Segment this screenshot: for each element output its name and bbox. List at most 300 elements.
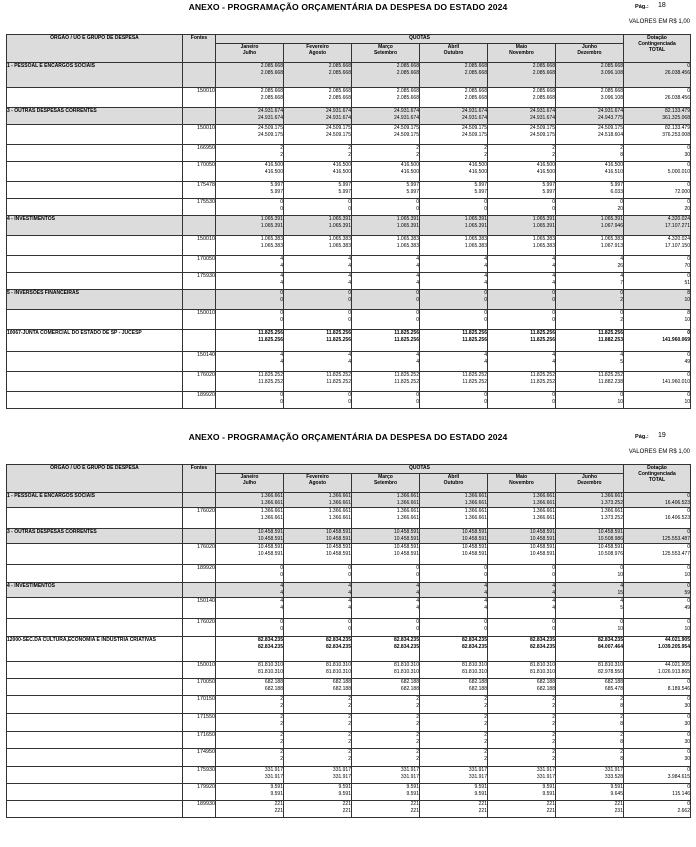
- quota-cell: [556, 256, 624, 273]
- value-first-half: 0: [687, 544, 690, 550]
- value-first-half: 0: [280, 290, 283, 296]
- value-second-half: 9.591: [270, 790, 283, 797]
- value-first-half: 221: [614, 801, 623, 807]
- fonte-row: [7, 598, 691, 619]
- quota-cell: [284, 330, 352, 352]
- org-label: 3 - OUTRAS DESPESAS CORRENTES: [7, 108, 183, 125]
- quota-cell: [488, 199, 556, 216]
- value-second-half: 2.085.668: [260, 69, 283, 76]
- fonte-code: 175530: [183, 199, 216, 216]
- quota-cell: [488, 125, 556, 145]
- value-first-half: 4.320.024: [667, 216, 690, 222]
- value-second-half: 26.038.456: [664, 69, 690, 76]
- quota-cell: [556, 598, 624, 619]
- value-first-half: 24.509.175: [325, 125, 351, 131]
- quota-cell: [352, 330, 420, 352]
- value-first-half: 0: [552, 619, 555, 625]
- fonte-code: [183, 290, 216, 310]
- org-label: [7, 145, 183, 162]
- value-first-half: 0: [687, 714, 690, 720]
- value-second-half: 376.253.008: [662, 131, 690, 138]
- value-first-half: 5.997: [338, 182, 351, 188]
- value-first-half: 82.834.235: [325, 637, 351, 643]
- value-first-half: 1.065.383: [396, 236, 419, 242]
- quota-cell: [352, 273, 420, 290]
- quota-cell: [284, 714, 352, 732]
- value-first-half: 10.458.591: [529, 544, 555, 550]
- org-label: [7, 125, 183, 145]
- quota-cell: [216, 767, 284, 784]
- value-second-half: 0: [348, 398, 351, 405]
- quota-cell: [488, 508, 556, 529]
- value-second-half: 10.458.591: [325, 550, 351, 557]
- quota-cell: [420, 679, 488, 696]
- value-second-half: 0: [416, 625, 419, 632]
- quota-cell: [556, 108, 624, 125]
- value-second-half: 0: [552, 205, 555, 212]
- value-first-half: 11.825.256: [530, 330, 555, 336]
- value-first-half: 9.591: [270, 784, 283, 790]
- budget-table: [6, 464, 691, 818]
- value-first-half: 2.085.668: [328, 88, 351, 94]
- value-second-half: 2.085.668: [464, 69, 487, 76]
- value-second-half: 2: [484, 151, 487, 158]
- value-second-half: 221: [274, 807, 283, 814]
- value-second-half: 331.917: [332, 773, 351, 780]
- value-second-half: 416.500: [536, 168, 555, 175]
- value-first-half: 0: [348, 565, 351, 571]
- value-first-half: 10.458.591: [257, 529, 283, 535]
- fonte-code: 171650: [183, 732, 216, 749]
- value-first-half: 24.509.175: [393, 125, 419, 131]
- fonte-code: 171550: [183, 714, 216, 732]
- quota-cell: [352, 767, 420, 784]
- value-first-half: 9.591: [338, 784, 351, 790]
- quota-cell: [284, 256, 352, 273]
- value-second-half: 221: [546, 807, 555, 814]
- value-second-half: 82.834.235: [393, 643, 419, 650]
- quota-cell: [284, 273, 352, 290]
- quota-cell: [556, 290, 624, 310]
- value-second-half: 2: [552, 720, 555, 727]
- value-second-half: 0: [416, 571, 419, 578]
- value-second-half: 1.026.913.865: [658, 668, 690, 675]
- value-second-half: 20: [617, 205, 623, 212]
- header-month: [284, 44, 352, 63]
- value-first-half: 10.458.591: [393, 544, 419, 550]
- header-month-name: Janeiro: [240, 474, 259, 480]
- fonte-code: 174950: [183, 749, 216, 767]
- value-first-half: 416.500: [536, 162, 555, 168]
- quota-cell: [284, 565, 352, 583]
- value-first-half: 10.458.591: [529, 529, 555, 535]
- quota-cell: [284, 544, 352, 565]
- value-first-half: 1.065.391: [600, 216, 623, 222]
- value-second-half: 0: [484, 398, 487, 405]
- value-second-half: 11.825.256: [326, 336, 351, 343]
- fonte-row: [7, 619, 691, 637]
- value-first-half: 9.591: [406, 784, 419, 790]
- value-first-half: 2.085.668: [396, 63, 419, 69]
- quota-cell: [556, 63, 624, 88]
- quota-cell: [284, 108, 352, 125]
- quota-cell: [488, 544, 556, 565]
- value-second-half: 141.960.069: [662, 336, 690, 343]
- value-second-half: 221: [478, 807, 487, 814]
- value-first-half: 4: [620, 583, 623, 589]
- value-second-half: 2.085.668: [328, 94, 351, 101]
- fonte-code: 150010: [183, 88, 216, 108]
- value-first-half: 24.931.674: [325, 108, 351, 114]
- value-second-half: 10.458.591: [461, 535, 487, 542]
- value-second-half: 4: [552, 358, 555, 365]
- quota-cell: [352, 493, 420, 508]
- value-first-half: 221: [342, 801, 351, 807]
- value-first-half: 81.810.310: [325, 662, 351, 668]
- header-month-name: Junho: [582, 474, 597, 480]
- org-label: [7, 236, 183, 256]
- value-second-half: 11.825.256: [530, 336, 555, 343]
- value-first-half: 0: [416, 199, 419, 205]
- quota-cell: [556, 125, 624, 145]
- value-first-half: 4: [484, 352, 487, 358]
- org-label: [7, 767, 183, 784]
- value-first-half: 0: [620, 619, 623, 625]
- value-second-half: 49: [684, 604, 690, 611]
- org-label: [7, 162, 183, 182]
- quota-cell: [488, 598, 556, 619]
- value-first-half: 2.085.668: [532, 63, 555, 69]
- value-first-half: 0: [620, 290, 623, 296]
- fonte-code: 170150: [183, 696, 216, 714]
- value-second-half: 0: [348, 625, 351, 632]
- value-second-half: 4: [552, 604, 555, 611]
- value-second-half: 24.509.175: [325, 131, 351, 138]
- value-second-half: 221: [342, 807, 351, 814]
- dotacao-cell: [624, 182, 691, 199]
- value-first-half: 82.834.235: [393, 637, 419, 643]
- value-second-half: 5.997: [474, 188, 487, 195]
- value-first-half: 81.810.310: [461, 662, 487, 668]
- value-first-half: 416.500: [604, 162, 623, 168]
- quota-cell: [420, 63, 488, 88]
- header-month: [420, 44, 488, 63]
- quota-cell: [556, 330, 624, 352]
- value-first-half: 11.825.256: [394, 330, 419, 336]
- value-second-half: 0: [552, 296, 555, 303]
- quota-cell: [556, 88, 624, 108]
- value-second-half: 331.917: [468, 773, 487, 780]
- quota-cell: [216, 662, 284, 679]
- value-first-half: 11.825.256: [258, 330, 283, 336]
- value-first-half: 24.931.674: [393, 108, 419, 114]
- fonte-row: [7, 256, 691, 273]
- org-label: [7, 565, 183, 583]
- value-first-half: 0: [552, 565, 555, 571]
- header-dotacao: [624, 465, 691, 493]
- fonte-row: [7, 767, 691, 784]
- quota-cell: [216, 290, 284, 310]
- value-first-half: 0: [348, 392, 351, 398]
- value-second-half: 16.406.523: [664, 514, 690, 521]
- value-second-half: 1.373.252: [600, 514, 623, 521]
- value-first-half: 331.917: [468, 767, 487, 773]
- fonte-row: [7, 236, 691, 256]
- quota-cell: [488, 714, 556, 732]
- value-first-half: 81.810.310: [257, 662, 283, 668]
- quota-cell: [420, 619, 488, 637]
- value-second-half: 0: [484, 296, 487, 303]
- value-second-half: 2: [348, 738, 351, 745]
- value-second-half: 1.065.383: [464, 242, 487, 249]
- quota-cell: [420, 637, 488, 662]
- value-first-half: 2: [416, 732, 419, 738]
- value-first-half: 0: [687, 88, 690, 94]
- value-second-half: 15: [617, 589, 623, 596]
- quota-cell: [216, 801, 284, 818]
- quota-cell: [284, 619, 352, 637]
- quota-cell: [488, 529, 556, 544]
- org-label: [7, 714, 183, 732]
- value-first-half: 10.458.591: [325, 529, 351, 535]
- org-label: 12000-SEC.DA CULTURA,ECONOMIA E INDÚSTRIA CRIATIVAS: [7, 637, 183, 662]
- value-first-half: 1.065.383: [328, 236, 351, 242]
- value-first-half: 4: [416, 583, 419, 589]
- value-first-half: 4: [416, 598, 419, 604]
- quota-cell: [420, 125, 488, 145]
- value-second-half: 81.810.310: [529, 668, 555, 675]
- quota-cell: [420, 290, 488, 310]
- value-second-half: 416.500: [332, 168, 351, 175]
- value-first-half: 1.366.661: [464, 493, 487, 499]
- value-second-half: 682.188: [264, 685, 283, 692]
- value-second-half: 682.188: [400, 685, 419, 692]
- header-month-name: Outubro: [443, 50, 464, 56]
- value-first-half: 2.085.668: [600, 63, 623, 69]
- value-second-half: 4: [484, 262, 487, 269]
- value-first-half: 0: [280, 392, 283, 398]
- quota-cell: [216, 352, 284, 372]
- dotacao-cell: [624, 767, 691, 784]
- fonte-row: [7, 696, 691, 714]
- value-second-half: 24.931.674: [393, 114, 419, 121]
- value-first-half: 4: [416, 352, 419, 358]
- quota-cell: [556, 162, 624, 182]
- quota-cell: [352, 784, 420, 801]
- value-first-half: 0: [416, 392, 419, 398]
- quota-cell: [216, 529, 284, 544]
- value-second-half: 4: [484, 604, 487, 611]
- quota-cell: [284, 145, 352, 162]
- fonte-row: [7, 508, 691, 529]
- value-first-half: 2.085.668: [600, 88, 623, 94]
- org-label: [7, 662, 183, 679]
- org-label: [7, 696, 183, 714]
- value-first-half: 2: [484, 749, 487, 755]
- budget-table: [6, 34, 691, 409]
- quota-cell: [420, 145, 488, 162]
- header-month-name: Abril: [447, 44, 460, 50]
- value-first-half: 4: [348, 352, 351, 358]
- quota-cell: [556, 662, 624, 679]
- value-first-half: 4: [348, 598, 351, 604]
- quota-cell: [420, 493, 488, 508]
- value-second-half: 30: [684, 720, 690, 727]
- entity-row: [7, 330, 691, 352]
- quota-cell: [420, 801, 488, 818]
- value-first-half: 0: [687, 162, 690, 168]
- quota-cell: [284, 696, 352, 714]
- value-first-half: 5.997: [406, 182, 419, 188]
- value-second-half: 4: [348, 279, 351, 286]
- value-first-half: 4: [348, 583, 351, 589]
- value-second-half: 10: [684, 296, 690, 303]
- value-second-half: 1.065.383: [396, 242, 419, 249]
- value-first-half: 9.591: [610, 784, 623, 790]
- quota-cell: [284, 493, 352, 508]
- quota-cell: [556, 392, 624, 409]
- value-second-half: 24.509.175: [257, 131, 283, 138]
- value-first-half: 5.997: [542, 182, 555, 188]
- quota-cell: [352, 216, 420, 236]
- value-second-half: 0: [280, 625, 283, 632]
- value-first-half: 331.917: [536, 767, 555, 773]
- quota-cell: [216, 696, 284, 714]
- value-first-half: 10.458.591: [597, 529, 623, 535]
- value-second-half: 9.591: [406, 790, 419, 797]
- value-first-half: 1.366.661: [260, 493, 283, 499]
- page-label: Pág.:: [635, 434, 649, 440]
- value-first-half: 0: [687, 273, 690, 279]
- value-first-half: 8: [687, 290, 690, 296]
- value-second-half: 333.528: [604, 773, 623, 780]
- value-first-half: 0: [687, 352, 690, 358]
- value-second-half: 24.931.674: [257, 114, 283, 121]
- value-first-half: 2: [620, 696, 623, 702]
- quota-cell: [488, 732, 556, 749]
- value-second-half: 1.067.946: [600, 222, 623, 229]
- header-org: ÓRGÃO / UO E GRUPO DE DESPESA: [7, 35, 183, 63]
- value-first-half: 0: [687, 392, 690, 398]
- value-first-half: 11.825.252: [326, 372, 351, 378]
- quota-cell: [420, 565, 488, 583]
- fonte-code: 150140: [183, 352, 216, 372]
- value-first-half: 0: [348, 619, 351, 625]
- org-label: [7, 273, 183, 290]
- value-first-half: 1.065.391: [532, 216, 555, 222]
- fonte-row: [7, 565, 691, 583]
- value-second-half: 2.085.668: [532, 69, 555, 76]
- quota-cell: [352, 679, 420, 696]
- quota-cell: [216, 182, 284, 199]
- value-first-half: 44.021.905: [664, 637, 690, 643]
- value-first-half: 2: [620, 714, 623, 720]
- value-first-half: 2: [348, 145, 351, 151]
- value-second-half: 2: [280, 702, 283, 709]
- value-first-half: 4: [552, 273, 555, 279]
- quota-cell: [556, 565, 624, 583]
- fonte-row: [7, 273, 691, 290]
- dotacao-cell: [624, 662, 691, 679]
- value-second-half: 4: [552, 262, 555, 269]
- value-second-half: 24.931.674: [325, 114, 351, 121]
- value-second-half: 1.366.661: [260, 514, 283, 521]
- value-second-half: 11.825.252: [462, 378, 487, 385]
- value-first-half: 9.591: [474, 784, 487, 790]
- quota-cell: [284, 598, 352, 619]
- value-second-half: 84.007.464: [597, 643, 623, 650]
- quota-cell: [488, 583, 556, 598]
- value-second-half: 10: [684, 398, 690, 405]
- value-second-half: 1.039.205.954: [658, 643, 690, 650]
- value-second-half: 1.065.391: [532, 222, 555, 229]
- value-second-half: 4: [416, 604, 419, 611]
- value-second-half: 2.085.668: [532, 94, 555, 101]
- value-second-half: 2: [620, 316, 623, 323]
- org-label: [7, 749, 183, 767]
- value-first-half: 0: [687, 256, 690, 262]
- value-first-half: 0: [280, 565, 283, 571]
- value-second-half: 0: [416, 398, 419, 405]
- value-first-half: 24.509.175: [461, 125, 487, 131]
- value-first-half: 1.065.383: [464, 236, 487, 242]
- value-first-half: 0: [416, 310, 419, 316]
- quota-cell: [488, 108, 556, 125]
- value-first-half: 2: [552, 145, 555, 151]
- value-first-half: 24.931.674: [461, 108, 487, 114]
- page-number: 19: [658, 432, 666, 439]
- org-label: 4 - INVESTIMENTOS: [7, 583, 183, 598]
- fonte-code: 189920: [183, 392, 216, 409]
- value-first-half: 11.825.252: [530, 372, 555, 378]
- value-second-half: 682.188: [332, 685, 351, 692]
- quota-cell: [420, 598, 488, 619]
- value-second-half: 0: [416, 296, 419, 303]
- value-first-half: 11.825.252: [598, 372, 623, 378]
- value-second-half: 10.458.591: [257, 550, 283, 557]
- value-second-half: 0: [348, 296, 351, 303]
- fonte-row: [7, 372, 691, 392]
- value-second-half: 0: [484, 625, 487, 632]
- value-first-half: 221: [274, 801, 283, 807]
- quota-cell: [556, 801, 624, 818]
- value-second-half: 331.917: [264, 773, 283, 780]
- value-first-half: 0: [687, 199, 690, 205]
- quota-cell: [352, 749, 420, 767]
- value-second-half: 2: [552, 702, 555, 709]
- value-second-half: 682.188: [468, 685, 487, 692]
- org-label: [7, 199, 183, 216]
- header-month-name: Abril: [447, 474, 460, 480]
- value-first-half: 2: [348, 696, 351, 702]
- value-second-half: 2: [280, 720, 283, 727]
- quota-cell: [420, 162, 488, 182]
- value-second-half: 361.325.068: [662, 114, 690, 121]
- value-first-half: 24.509.175: [529, 125, 555, 131]
- dotacao-cell: [624, 352, 691, 372]
- quota-cell: [488, 236, 556, 256]
- value-second-half: 24.509.175: [393, 131, 419, 138]
- value-second-half: 4: [484, 589, 487, 596]
- org-label: [7, 801, 183, 818]
- value-first-half: 11.825.252: [258, 372, 283, 378]
- value-first-half: 0: [687, 767, 690, 773]
- value-first-half: 0: [484, 199, 487, 205]
- value-first-half: 4.320.024: [667, 236, 690, 242]
- value-second-half: 24.931.674: [461, 114, 487, 121]
- fonte-row: [7, 182, 691, 199]
- value-second-half: 2: [280, 151, 283, 158]
